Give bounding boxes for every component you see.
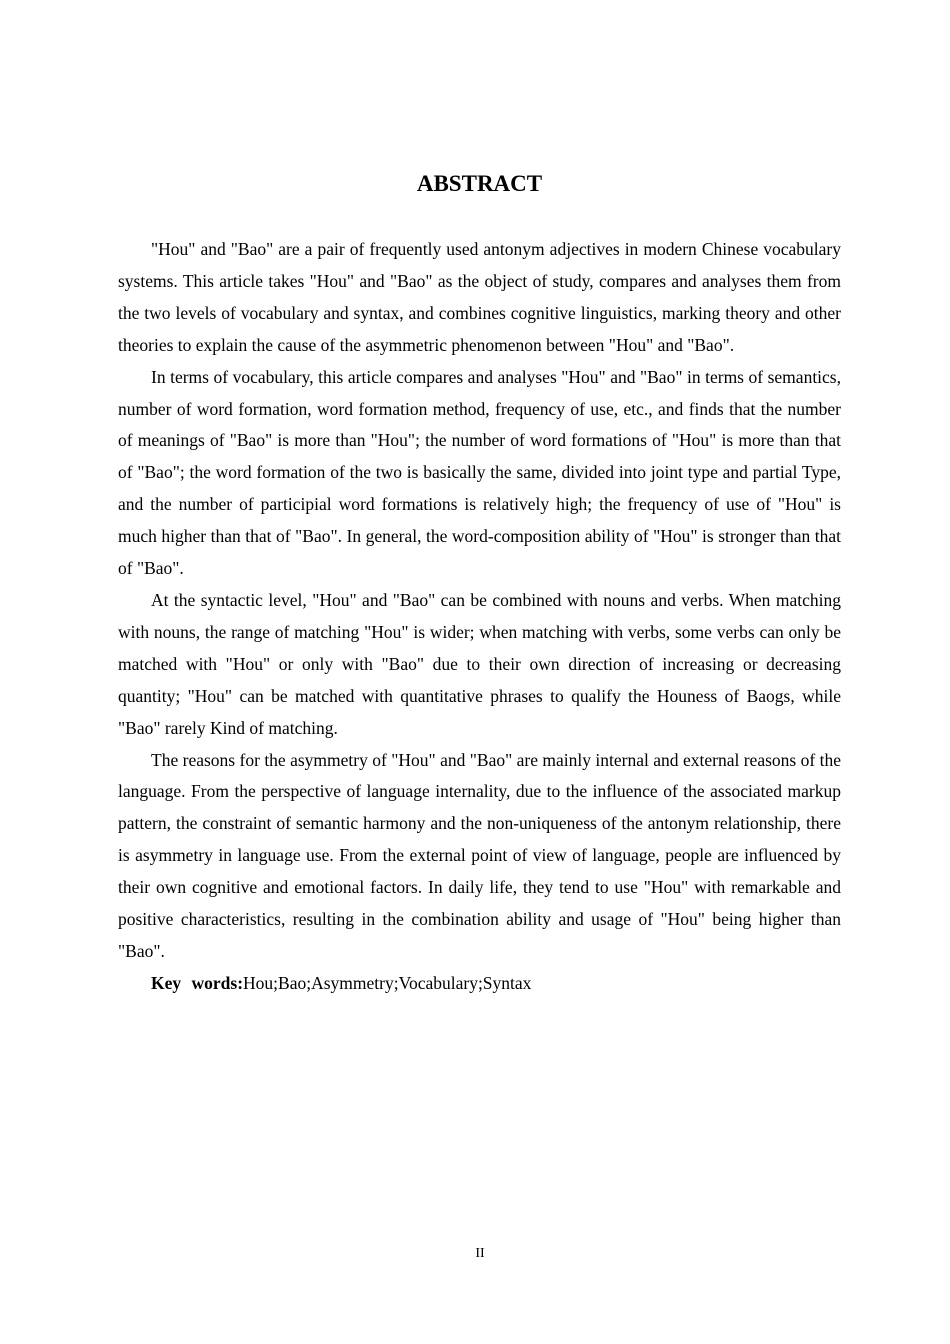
keywords-value: Hou;Bao;Asymmetry;Vocabulary;Syntax — [243, 972, 532, 993]
keywords-label: Key words: — [151, 972, 244, 993]
abstract-paragraph-4: The reasons for the asymmetry of "Hou" and "Bao" are mainly internal and external reasons of the language. From the perspective of language internality, due to the influence of the associated markup pattern, the constraint of semantic harmony and the non-uniqueness of the antonym relationship, there is asymmetry in language use. From the external point of view of language, people are influenced by their own cognitive and emotional factors. In daily life, they tend to use "Hou" with remarkable and positive characteristics, resulting in the combination ability and usage of "Hou" being higher than "Bao". — [118, 749, 841, 961]
abstract-paragraph-2: In terms of vocabulary, this article compares and analyses "Hou" and "Bao" in terms of semantics, number of word formation, word formation method, frequency of use, etc., and finds that the number of meanings of "Bao" is more than "Hou"; the number of word formations of "Hou" is more than that of "Bao"; the word formation of the two is basically the same, divided into joint type and partial Type, and the number of participial word formations is relatively high; the frequency of use of "Hou" is much higher than that of "Bao". In general, the word-composition ability of "Hou" is stronger than that of "Bao". — [118, 366, 841, 579]
abstract-paragraph-3: At the syntactic level, "Hou" and "Bao" can be combined with nouns and verbs. When matching with nouns, the range of matching "Hou" is wider; when matching with verbs, some verbs can only be matched with "Hou" or only with "Bao" due to their own direction of increasing or decreasing quantity; "Hou" can be matched with quantitative phrases to qualify the Houness of Baogs, while "Bao" rarely Kind of matching. — [118, 589, 841, 738]
page-content — [118, 168, 841, 1000]
abstract-paragraph-1: "Hou" and "Bao" are a pair of frequently used antonym adjectives in modern Chinese vocabulary systems. This article takes "Hou" and "Bao" as the object of study, compares and analyses them from the two levels of vocabulary and syntax, and combines cognitive linguistics, marking theory and other theories to explain the cause of the asymmetric phenomenon between "Hou" and "Bao". — [118, 239, 841, 355]
page-number: II — [475, 1246, 485, 1261]
page-title: ABSTRACT — [416, 171, 543, 196]
keywords-line — [118, 968, 841, 1000]
